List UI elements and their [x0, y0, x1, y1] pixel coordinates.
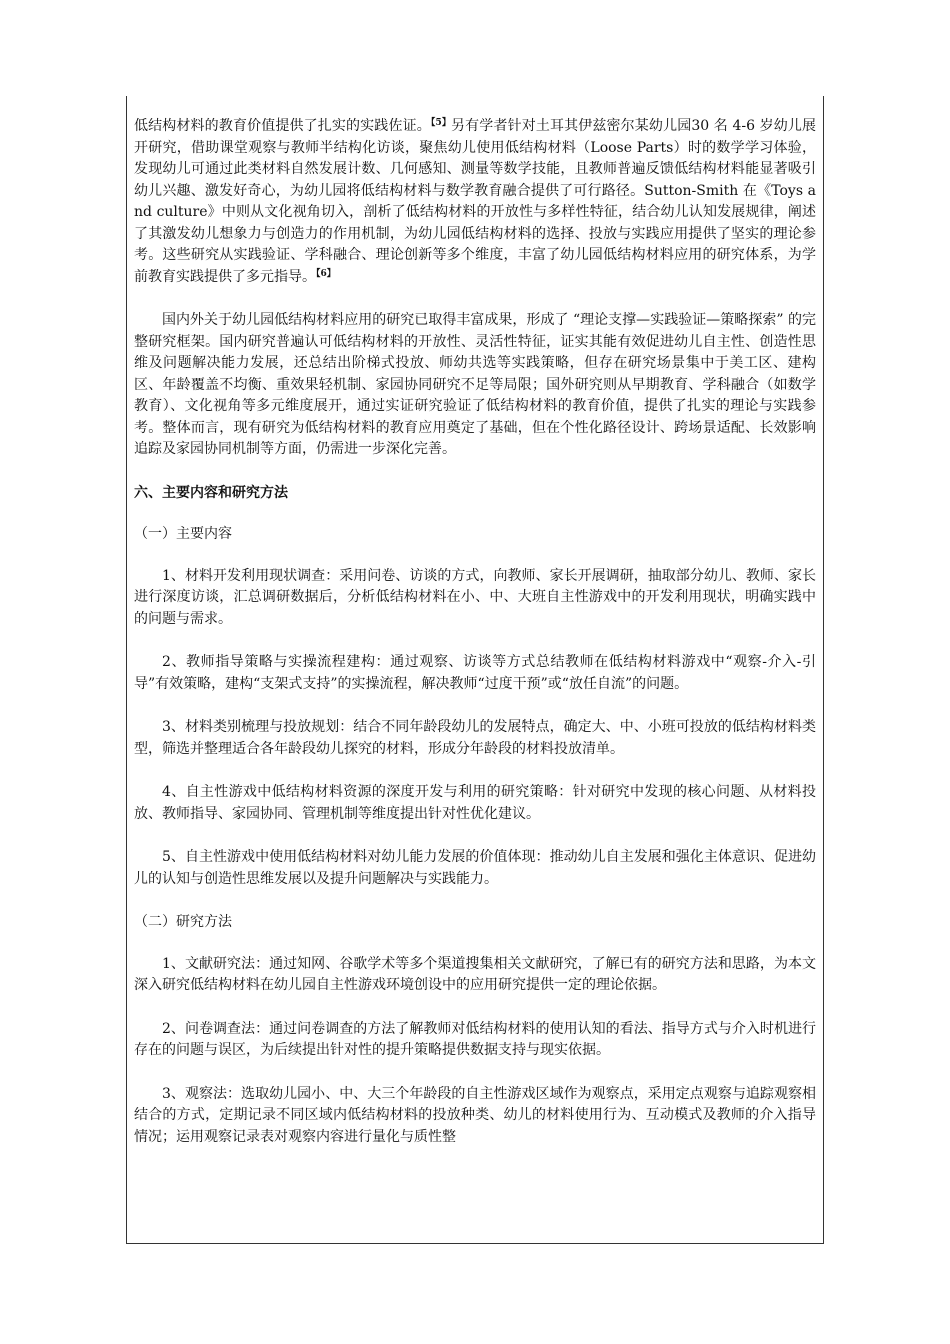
- reference-5: 【5】: [430, 118, 452, 128]
- summary-paragraph: 国内外关于幼儿园低结构材料应用的研究已取得丰富成果，形成了 “理论支撑—实践验证—策略探索” 的完整研究框架。国内研究普遍认可低结构材料的开放性、灵活性特征，证实其能有效促进幼儿自主性、创造性思维及问题解决能力发展，还总结出阶梯式投放、师幼共选等实践策略，但存在研究场景集中于美工区、建构区、年龄覆盖不均衡、重效果轻机制、家园协同研究不足等局限；国外研究则从早期教育、学科融合（如数学教育）、文化视角等多元维度展开，通过实证研究验证了低结构材料的教育价值，提供了扎实的理论与实践参考。整体而言，现有研究为低结构材料的教育应用奠定了基础，但在个性化路径设计、跨场景适配、长效影响追踪及家园协同机制等方面，仍需进一步深化完善。: [134, 312, 816, 457]
- content-item: 2、教师指导策略与实操流程建构：通过观察、访谈等方式总结教师在低结构材料游戏中“观察-介入-引导”有效策略，建构“支架式支持”的实操流程，解决教师“过度干预”或“放任自流”的问题。: [134, 654, 816, 692]
- continuation-text-1: 低结构材料的教育价值提供了扎实的实践佐证。: [134, 118, 431, 134]
- method-item: 1、文献研究法：通过知网、谷歌学术等多个渠道搜集相关文献研究，了解已有的研究方法和思路，为本文深入研究低结构材料在幼儿园自主性游戏环境创设中的应用研究提供一定的理论依据。: [134, 955, 816, 993]
- method-item: 3、观察法：选取幼儿园小、中、大三个年龄段的自主性游戏区域作为观察点，采用定点观察与追踪观察相结合的方式，定期记录不同区域内低结构材料的投放种类、幼儿的材料使用行为、互动模式及教师的介入指导情况；运用观察记录表对观察内容进行量化与质性整: [134, 1085, 816, 1145]
- method-item: 2、问卷调查法：通过问卷调查的方法了解教师对低结构材料的使用认知的看法、指导方式与介入时机进行存在的问题与误区，为后续提出针对性的提升策略提供数据支持与现实依据。: [134, 1020, 816, 1058]
- methods-heading: （二）研究方法: [134, 914, 232, 930]
- continuation-paragraph: [134, 116, 816, 288]
- content-item: 1、材料开发利用现状调查：采用问卷、访谈的方式，向教师、家长开展调研，抽取部分幼儿、教师、家长进行深度访谈，汇总调研数据后，分析低结构材料在小、中、大班自主性游戏中的开发利用现状，明确实践中的问题与需求。: [134, 567, 816, 627]
- main-content-heading: （一）主要内容: [134, 526, 232, 542]
- continuation-text-2: 另有学者针对土耳其伊兹密尔某幼儿园30 名 4-6 岁幼儿展开研究，借助课堂观察与教师半结构化访谈，聚焦幼儿使用低结构材料（Loose Parts）时的数学学习体验，发现幼儿可通过此类材料自然发展计数、几何感知、测量等数学技能，且教师普遍反馈低结构材料能显著吸引幼儿兴趣、激发好奇心，为幼儿园将低结构材料与数学教育融合提供了可行路径。Sutton-Smith 在《Toys and culture》中则从文化视角切入，剖析了低结构材料的开放性与多样性特征，结合幼儿认知发展规律，阐述了其激发幼儿想象力与创造力的作用机制，为幼儿园低结构材料的选择、投放与实践应用提供了坚实的理论参考。这些研究从实践验证、学科融合、理论创新等多个维度，丰富了幼儿园低结构材料应用的研究体系，为学前教育实践提供了多元指导。: [134, 118, 816, 285]
- section-heading: 六、主要内容和研究方法: [134, 484, 288, 501]
- content-item: 3、材料类别梳理与投放规划：结合不同年龄段幼儿的发展特点，确定大、中、小班可投放的低结构材料类型，筛选并整理适合各年龄段幼儿探究的材料，形成分年龄段的材料投放清单。: [134, 719, 816, 757]
- content-item: 4、自主性游戏中低结构材料资源的深度开发与利用的研究策略：针对研究中发现的核心问题、从材料投放、教师指导、家园协同、管理机制等维度提出针对性优化建议。: [134, 784, 816, 822]
- document-body: [134, 116, 816, 1148]
- reference-6: 【6】: [316, 268, 336, 279]
- content-item: 5、自主性游戏中使用低结构材料对幼儿能力发展的价值体现：推动幼儿自主发展和强化主体意识、促进幼儿的认知与创造性思维发展以及提升问题解决与实践能力。: [134, 849, 816, 887]
